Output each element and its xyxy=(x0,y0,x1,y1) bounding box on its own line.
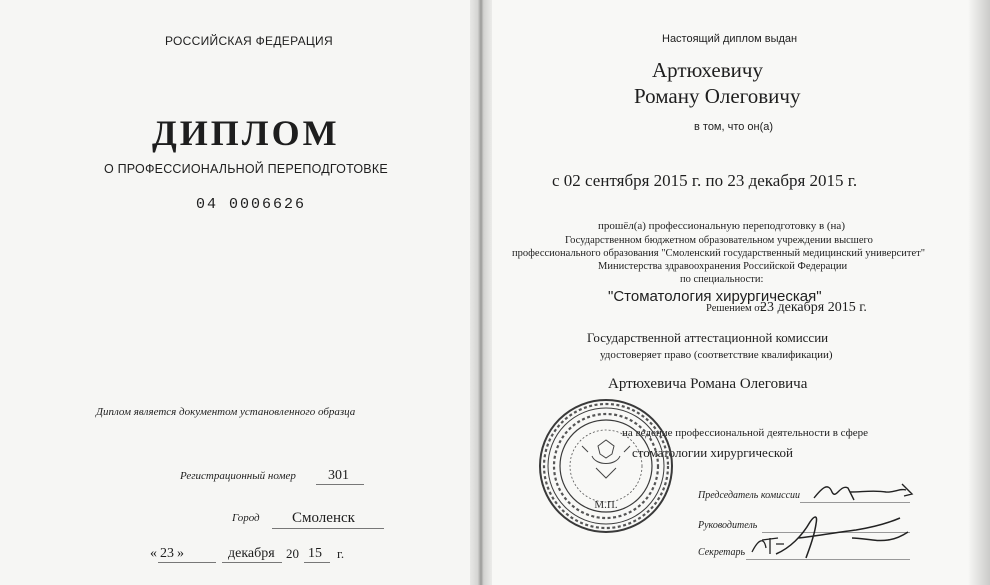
document-type-note: Диплом является документом установленного образца xyxy=(96,406,356,418)
date-century: 20 xyxy=(286,546,299,561)
commission-name: Государственной аттестационной комиссии xyxy=(587,330,829,345)
country-name: РОССИЙСКАЯ ФЕДЕРАЦИЯ xyxy=(165,34,333,48)
date-suffix: г. xyxy=(337,546,345,561)
secretary-signature xyxy=(748,530,788,560)
date-year-underline xyxy=(304,562,330,563)
registration-label: Регистрационный номер xyxy=(180,470,296,482)
seal-mark: М.П. xyxy=(594,499,618,511)
specialty-label: по специальности: xyxy=(680,274,764,285)
date-month: декабря xyxy=(228,546,275,561)
retraining-line-1: прошёл(а) профессиональную переподготовку в (на) xyxy=(598,220,845,232)
date-close-quote: » xyxy=(177,546,184,561)
date-day: 23 xyxy=(160,546,174,561)
registration-number: 301 xyxy=(328,468,349,483)
page-edge-shadow xyxy=(968,0,990,585)
specialty-value: "Стоматология хирургическая" xyxy=(608,288,822,305)
chairman-signature xyxy=(810,478,920,508)
retraining-line-4: Министерства здравоохранения Российской Федерации xyxy=(598,261,848,272)
holder-full-name: Артюхевича Романа Олеговича xyxy=(608,376,808,392)
diploma-number: 04 0006626 xyxy=(196,196,307,213)
study-period: с 02 сентября 2015 г. по 23 декабря 2015 г. xyxy=(552,171,858,190)
professional-right-text: на ведение профессиональной деятельности в сфере xyxy=(622,427,869,439)
diploma-subtitle: О ПРОФЕССИОНАЛЬНОЙ ПЕРЕПОДГОТОВКЕ xyxy=(104,162,388,176)
holder-surname: Артюхевичу xyxy=(652,58,763,82)
issued-to-label: Настоящий диплом выдан xyxy=(662,33,798,45)
city-value: Смоленск xyxy=(292,510,355,526)
decision-date: 23 декабря 2015 г. xyxy=(760,300,867,315)
secretary-label: Секретарь xyxy=(698,547,746,558)
page-fold xyxy=(470,0,492,585)
that-he-label: в том, что он(а) xyxy=(694,121,774,133)
retraining-line-2: Государственном бюджетном образовательном учреждении высшего xyxy=(565,235,873,246)
city-underline xyxy=(272,528,384,529)
chairman-label: Председатель комиссии xyxy=(698,490,801,501)
registration-underline xyxy=(316,484,364,485)
certifies-text: удостоверяет право (соответствие квалификации) xyxy=(600,349,833,361)
date-year: 15 xyxy=(308,546,322,561)
professional-field: стоматологии хирургической xyxy=(632,445,794,460)
city-label: Город xyxy=(232,512,260,524)
date-month-underline xyxy=(222,562,282,563)
head-signature xyxy=(768,508,918,564)
head-label: Руководитель xyxy=(698,520,758,531)
diploma-title: ДИПЛОМ xyxy=(152,113,340,153)
holder-given-names: Роману Олеговичу xyxy=(634,84,801,108)
official-seal xyxy=(536,396,676,536)
retraining-line-3: профессионального образования "Смоленский государственный медицинский университет" xyxy=(512,248,925,259)
date-open-quote: « xyxy=(150,546,157,561)
date-day-underline xyxy=(158,562,216,563)
decision-label: Решением от xyxy=(706,303,764,314)
diploma-left-page xyxy=(0,0,470,585)
